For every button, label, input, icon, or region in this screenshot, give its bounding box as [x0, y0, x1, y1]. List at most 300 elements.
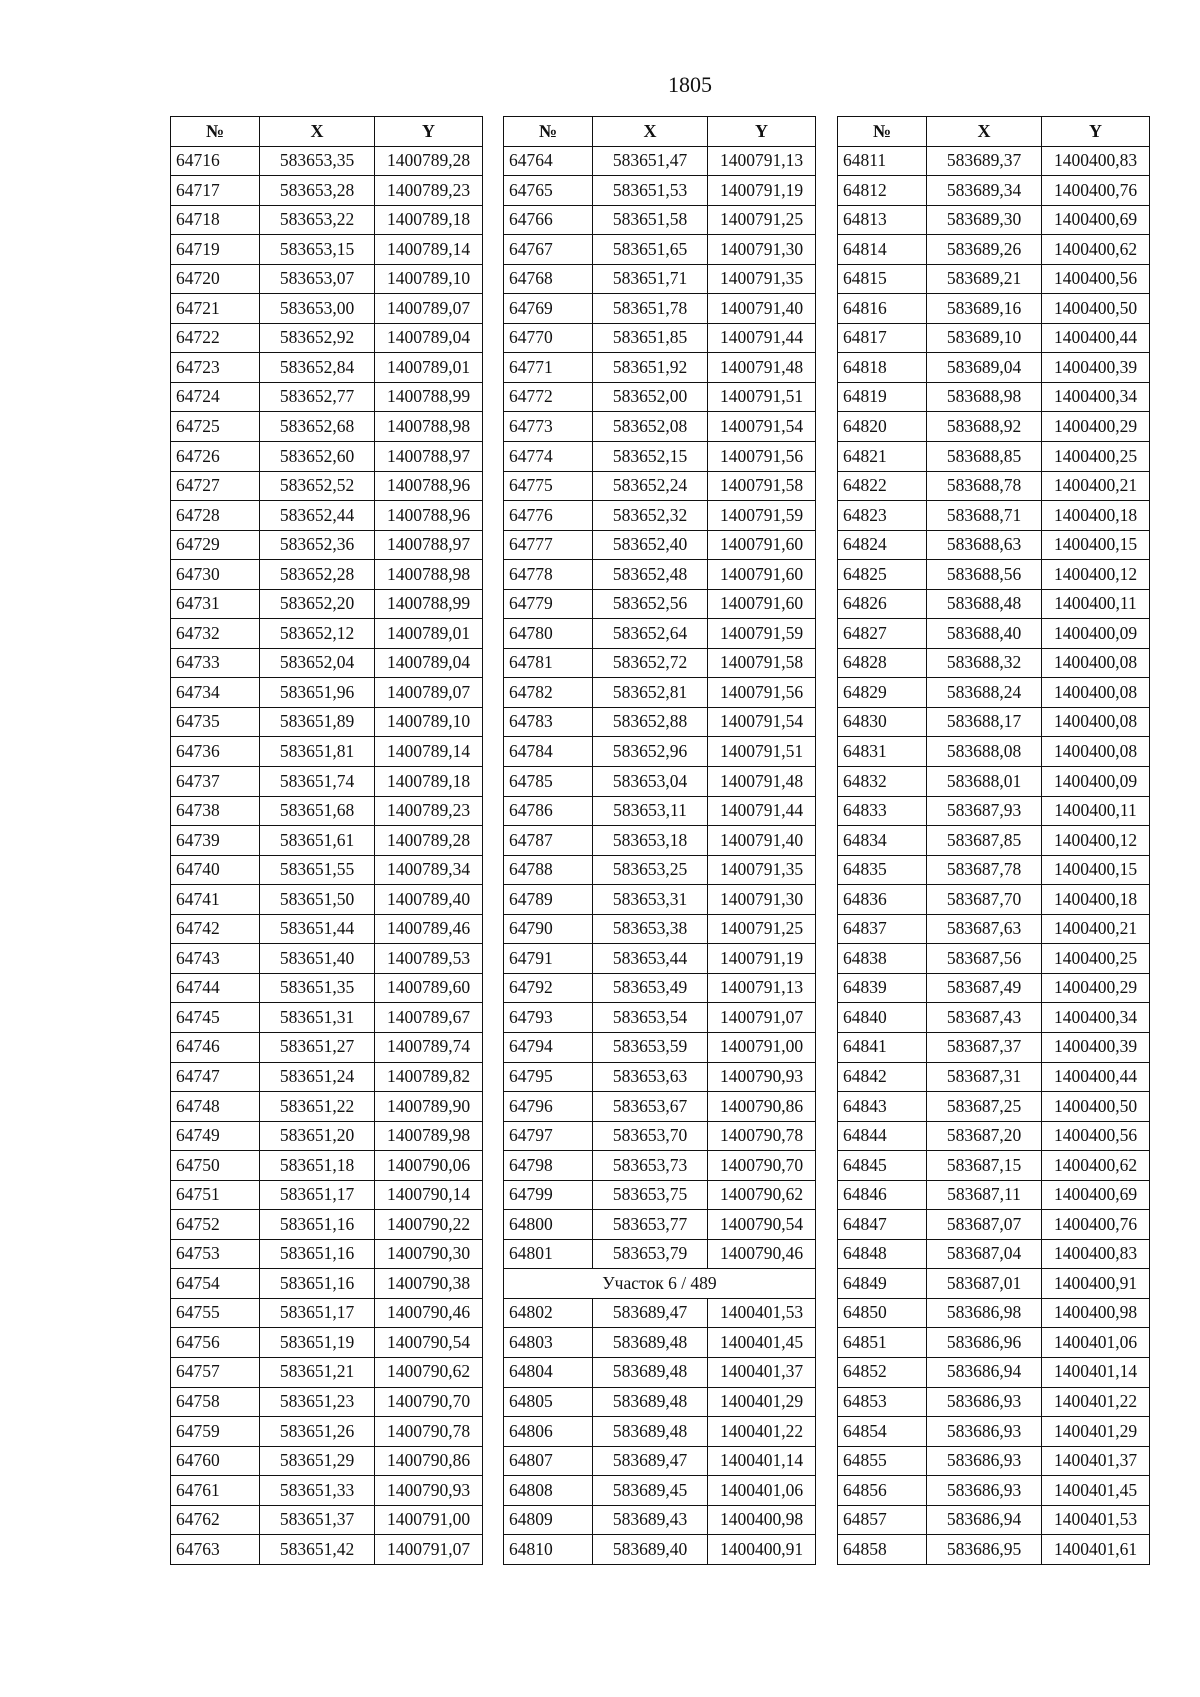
table-header-row [171, 117, 483, 147]
table-row [171, 1446, 483, 1476]
y-coordinate-cell: 1400400,12 [1042, 560, 1150, 590]
y-coordinate-cell: 1400400,25 [1042, 944, 1150, 974]
table-row [171, 1476, 483, 1506]
point-number-cell: 64843 [838, 1092, 927, 1122]
point-number-cell: 64794 [504, 1032, 593, 1062]
point-number-cell: 64722 [171, 323, 260, 353]
x-coordinate-cell: 583687,20 [927, 1121, 1042, 1151]
point-number-cell: 64747 [171, 1062, 260, 1092]
point-number-cell: 64813 [838, 205, 927, 235]
table-row [504, 1180, 816, 1210]
table-header-row [838, 117, 1150, 147]
y-coordinate-cell: 1400788,97 [375, 530, 483, 560]
point-number-cell: 64749 [171, 1121, 260, 1151]
y-coordinate-cell: 1400790,93 [375, 1476, 483, 1506]
table-row [504, 501, 816, 531]
x-coordinate-cell: 583653,49 [593, 973, 708, 1003]
y-coordinate-cell: 1400790,54 [708, 1210, 816, 1240]
point-number-cell: 64833 [838, 796, 927, 826]
point-number-cell: 64744 [171, 973, 260, 1003]
header-number: № [504, 117, 593, 147]
table-row [838, 1298, 1150, 1328]
table-row [171, 1328, 483, 1358]
y-coordinate-cell: 1400789,67 [375, 1003, 483, 1033]
table-row [504, 442, 816, 472]
x-coordinate-cell: 583652,04 [260, 648, 375, 678]
table-row [838, 1357, 1150, 1387]
point-number-cell: 64726 [171, 442, 260, 472]
x-coordinate-cell: 583652,24 [593, 471, 708, 501]
x-coordinate-cell: 583686,95 [927, 1535, 1042, 1565]
table-row [171, 619, 483, 649]
y-coordinate-cell: 1400400,18 [1042, 501, 1150, 531]
point-number-cell: 64793 [504, 1003, 593, 1033]
y-coordinate-cell: 1400791,44 [708, 796, 816, 826]
table-row [838, 294, 1150, 324]
y-coordinate-cell: 1400789,40 [375, 885, 483, 915]
point-number-cell: 64733 [171, 648, 260, 678]
y-coordinate-cell: 1400791,30 [708, 885, 816, 915]
table-row [504, 1121, 816, 1151]
y-coordinate-cell: 1400791,59 [708, 619, 816, 649]
y-coordinate-cell: 1400790,62 [375, 1357, 483, 1387]
point-number-cell: 64754 [171, 1269, 260, 1299]
x-coordinate-cell: 583686,94 [927, 1357, 1042, 1387]
y-coordinate-cell: 1400791,30 [708, 235, 816, 265]
y-coordinate-cell: 1400789,14 [375, 235, 483, 265]
table-row [171, 323, 483, 353]
y-coordinate-cell: 1400790,70 [375, 1387, 483, 1417]
table-row [838, 264, 1150, 294]
y-coordinate-cell: 1400400,08 [1042, 678, 1150, 708]
x-coordinate-cell: 583689,47 [593, 1298, 708, 1328]
x-coordinate-cell: 583653,11 [593, 796, 708, 826]
table-row [838, 737, 1150, 767]
point-number-cell: 64789 [504, 885, 593, 915]
y-coordinate-cell: 1400790,62 [708, 1180, 816, 1210]
y-coordinate-cell: 1400789,34 [375, 855, 483, 885]
x-coordinate-cell: 583651,21 [260, 1357, 375, 1387]
point-number-cell: 64791 [504, 944, 593, 974]
table-row [504, 1535, 816, 1565]
y-coordinate-cell: 1400400,15 [1042, 530, 1150, 560]
point-number-cell: 64819 [838, 382, 927, 412]
y-coordinate-cell: 1400791,48 [708, 767, 816, 797]
table-row [171, 885, 483, 915]
point-number-cell: 64730 [171, 560, 260, 590]
y-coordinate-cell: 1400789,53 [375, 944, 483, 974]
table-row [171, 796, 483, 826]
table-row [838, 826, 1150, 856]
x-coordinate-cell: 583652,15 [593, 442, 708, 472]
x-coordinate-cell: 583651,68 [260, 796, 375, 826]
point-number-cell: 64799 [504, 1180, 593, 1210]
point-number-cell: 64718 [171, 205, 260, 235]
point-number-cell: 64763 [171, 1535, 260, 1565]
x-coordinate-cell: 583651,85 [593, 323, 708, 353]
table-row [171, 1032, 483, 1062]
table-row [838, 1062, 1150, 1092]
table-row [838, 973, 1150, 1003]
y-coordinate-cell: 1400791,48 [708, 353, 816, 383]
y-coordinate-cell: 1400400,21 [1042, 471, 1150, 501]
y-coordinate-cell: 1400791,35 [708, 264, 816, 294]
x-coordinate-cell: 583689,40 [593, 1535, 708, 1565]
y-coordinate-cell: 1400400,98 [708, 1505, 816, 1535]
table-row [171, 855, 483, 885]
x-coordinate-cell: 583652,36 [260, 530, 375, 560]
table-row [171, 1210, 483, 1240]
point-number-cell: 64768 [504, 264, 593, 294]
x-coordinate-cell: 583687,04 [927, 1239, 1042, 1269]
point-number-cell: 64792 [504, 973, 593, 1003]
header-x: X [927, 117, 1042, 147]
point-number-cell: 64846 [838, 1180, 927, 1210]
table-row [504, 382, 816, 412]
point-number-cell: 64855 [838, 1446, 927, 1476]
x-coordinate-cell: 583689,21 [927, 264, 1042, 294]
table-row [504, 294, 816, 324]
point-number-cell: 64776 [504, 501, 593, 531]
x-coordinate-cell: 583653,00 [260, 294, 375, 324]
table-row [171, 1003, 483, 1033]
table-row [504, 796, 816, 826]
y-coordinate-cell: 1400791,25 [708, 205, 816, 235]
table-row [838, 176, 1150, 206]
point-number-cell: 64760 [171, 1446, 260, 1476]
x-coordinate-cell: 583651,74 [260, 767, 375, 797]
y-coordinate-cell: 1400401,45 [708, 1328, 816, 1358]
x-coordinate-cell: 583686,96 [927, 1328, 1042, 1358]
x-coordinate-cell: 583686,93 [927, 1387, 1042, 1417]
y-coordinate-cell: 1400791,54 [708, 412, 816, 442]
x-coordinate-cell: 583688,92 [927, 412, 1042, 442]
table-row [838, 412, 1150, 442]
y-coordinate-cell: 1400400,44 [1042, 1062, 1150, 1092]
point-number-cell: 64829 [838, 678, 927, 708]
point-number-cell: 64737 [171, 767, 260, 797]
table-row [504, 944, 816, 974]
point-number-cell: 64764 [504, 146, 593, 176]
y-coordinate-cell: 1400791,58 [708, 648, 816, 678]
point-number-cell: 64798 [504, 1151, 593, 1181]
y-coordinate-cell: 1400400,25 [1042, 442, 1150, 472]
y-coordinate-cell: 1400790,46 [375, 1298, 483, 1328]
table-row [504, 176, 816, 206]
point-number-cell: 64779 [504, 589, 593, 619]
table-row [171, 294, 483, 324]
y-coordinate-cell: 1400400,29 [1042, 412, 1150, 442]
x-coordinate-cell: 583651,44 [260, 914, 375, 944]
y-coordinate-cell: 1400791,00 [375, 1505, 483, 1535]
x-coordinate-cell: 583652,72 [593, 648, 708, 678]
x-coordinate-cell: 583651,81 [260, 737, 375, 767]
table-row [171, 914, 483, 944]
point-number-cell: 64742 [171, 914, 260, 944]
x-coordinate-cell: 583652,44 [260, 501, 375, 531]
table-row [504, 353, 816, 383]
x-coordinate-cell: 583653,07 [260, 264, 375, 294]
point-number-cell: 64817 [838, 323, 927, 353]
table-row [838, 1092, 1150, 1122]
point-number-cell: 64762 [171, 1505, 260, 1535]
table-row [838, 885, 1150, 915]
x-coordinate-cell: 583688,40 [927, 619, 1042, 649]
y-coordinate-cell: 1400401,53 [708, 1298, 816, 1328]
x-coordinate-cell: 583687,63 [927, 914, 1042, 944]
y-coordinate-cell: 1400790,86 [375, 1446, 483, 1476]
x-coordinate-cell: 583651,16 [260, 1239, 375, 1269]
point-number-cell: 64729 [171, 530, 260, 560]
point-number-cell: 64836 [838, 885, 927, 915]
y-coordinate-cell: 1400400,76 [1042, 1210, 1150, 1240]
y-coordinate-cell: 1400791,19 [708, 176, 816, 206]
point-number-cell: 64812 [838, 176, 927, 206]
header-number: № [838, 117, 927, 147]
point-number-cell: 64738 [171, 796, 260, 826]
x-coordinate-cell: 583651,37 [260, 1505, 375, 1535]
table-row [838, 678, 1150, 708]
coordinate-table-1 [170, 116, 483, 1565]
header-y: Y [708, 117, 816, 147]
table-row [504, 914, 816, 944]
table-row [838, 648, 1150, 678]
point-number-cell: 64735 [171, 707, 260, 737]
y-coordinate-cell: 1400790,22 [375, 1210, 483, 1240]
x-coordinate-cell: 583653,31 [593, 885, 708, 915]
table-row [171, 1298, 483, 1328]
y-coordinate-cell: 1400791,40 [708, 826, 816, 856]
y-coordinate-cell: 1400790,38 [375, 1269, 483, 1299]
table-row [504, 826, 816, 856]
x-coordinate-cell: 583653,75 [593, 1180, 708, 1210]
x-coordinate-cell: 583653,22 [260, 205, 375, 235]
y-coordinate-cell: 1400400,50 [1042, 1092, 1150, 1122]
table-row [838, 442, 1150, 472]
x-coordinate-cell: 583653,59 [593, 1032, 708, 1062]
y-coordinate-cell: 1400400,11 [1042, 796, 1150, 826]
point-number-cell: 64807 [504, 1446, 593, 1476]
table-row [504, 767, 816, 797]
x-coordinate-cell: 583688,85 [927, 442, 1042, 472]
table-row [838, 944, 1150, 974]
y-coordinate-cell: 1400400,91 [1042, 1269, 1150, 1299]
table-row [838, 1446, 1150, 1476]
x-coordinate-cell: 583689,16 [927, 294, 1042, 324]
x-coordinate-cell: 583686,93 [927, 1446, 1042, 1476]
point-number-cell: 64769 [504, 294, 593, 324]
y-coordinate-cell: 1400791,40 [708, 294, 816, 324]
y-coordinate-cell: 1400789,14 [375, 737, 483, 767]
x-coordinate-cell: 583686,98 [927, 1298, 1042, 1328]
y-coordinate-cell: 1400400,69 [1042, 1180, 1150, 1210]
table-row [171, 1092, 483, 1122]
table-row [504, 619, 816, 649]
y-coordinate-cell: 1400791,60 [708, 589, 816, 619]
table-row [838, 323, 1150, 353]
x-coordinate-cell: 583687,37 [927, 1032, 1042, 1062]
y-coordinate-cell: 1400791,56 [708, 678, 816, 708]
y-coordinate-cell: 1400789,01 [375, 619, 483, 649]
table-row [171, 944, 483, 974]
x-coordinate-cell: 583653,77 [593, 1210, 708, 1240]
table-row [171, 1387, 483, 1417]
point-number-cell: 64731 [171, 589, 260, 619]
section-label: Участок 6 / 489 [504, 1269, 816, 1299]
point-number-cell: 64761 [171, 1476, 260, 1506]
x-coordinate-cell: 583652,68 [260, 412, 375, 442]
x-coordinate-cell: 583652,28 [260, 560, 375, 590]
table-row [504, 235, 816, 265]
point-number-cell: 64844 [838, 1121, 927, 1151]
point-number-cell: 64765 [504, 176, 593, 206]
y-coordinate-cell: 1400789,28 [375, 146, 483, 176]
y-coordinate-cell: 1400791,51 [708, 737, 816, 767]
point-number-cell: 64720 [171, 264, 260, 294]
point-number-cell: 64717 [171, 176, 260, 206]
table-row [838, 767, 1150, 797]
point-number-cell: 64856 [838, 1476, 927, 1506]
y-coordinate-cell: 1400400,69 [1042, 205, 1150, 235]
point-number-cell: 64785 [504, 767, 593, 797]
y-coordinate-cell: 1400400,91 [708, 1535, 816, 1565]
table-row [504, 205, 816, 235]
header-x: X [260, 117, 375, 147]
x-coordinate-cell: 583689,45 [593, 1476, 708, 1506]
table-row [504, 560, 816, 590]
x-coordinate-cell: 583651,19 [260, 1328, 375, 1358]
x-coordinate-cell: 583652,48 [593, 560, 708, 590]
point-number-cell: 64830 [838, 707, 927, 737]
table-row [504, 1239, 816, 1269]
table-row [838, 382, 1150, 412]
x-coordinate-cell: 583651,24 [260, 1062, 375, 1092]
y-coordinate-cell: 1400791,59 [708, 501, 816, 531]
table-row [838, 589, 1150, 619]
y-coordinate-cell: 1400791,58 [708, 471, 816, 501]
x-coordinate-cell: 583652,00 [593, 382, 708, 412]
x-coordinate-cell: 583687,01 [927, 1269, 1042, 1299]
table-row [171, 412, 483, 442]
y-coordinate-cell: 1400789,23 [375, 176, 483, 206]
header-x: X [593, 117, 708, 147]
point-number-cell: 64756 [171, 1328, 260, 1358]
x-coordinate-cell: 583689,48 [593, 1328, 708, 1358]
point-number-cell: 64814 [838, 235, 927, 265]
point-number-cell: 64787 [504, 826, 593, 856]
point-number-cell: 64759 [171, 1417, 260, 1447]
point-number-cell: 64775 [504, 471, 593, 501]
y-coordinate-cell: 1400401,61 [1042, 1535, 1150, 1565]
x-coordinate-cell: 583687,25 [927, 1092, 1042, 1122]
table-row [504, 1062, 816, 1092]
x-coordinate-cell: 583651,47 [593, 146, 708, 176]
table-row [171, 1535, 483, 1565]
point-number-cell: 64854 [838, 1417, 927, 1447]
coordinate-table-2 [503, 116, 816, 1565]
point-number-cell: 64771 [504, 353, 593, 383]
y-coordinate-cell: 1400400,08 [1042, 737, 1150, 767]
y-coordinate-cell: 1400400,98 [1042, 1298, 1150, 1328]
table-row [171, 442, 483, 472]
point-number-cell: 64732 [171, 619, 260, 649]
point-number-cell: 64853 [838, 1387, 927, 1417]
point-number-cell: 64748 [171, 1092, 260, 1122]
table-row [171, 1062, 483, 1092]
y-coordinate-cell: 1400791,13 [708, 973, 816, 1003]
point-number-cell: 64823 [838, 501, 927, 531]
y-coordinate-cell: 1400790,93 [708, 1062, 816, 1092]
x-coordinate-cell: 583687,43 [927, 1003, 1042, 1033]
table-row [504, 471, 816, 501]
y-coordinate-cell: 1400401,14 [1042, 1357, 1150, 1387]
table-row [504, 973, 816, 1003]
table-row [171, 560, 483, 590]
x-coordinate-cell: 583652,56 [593, 589, 708, 619]
x-coordinate-cell: 583688,78 [927, 471, 1042, 501]
table-row [171, 1357, 483, 1387]
y-coordinate-cell: 1400401,06 [1042, 1328, 1150, 1358]
point-number-cell: 64777 [504, 530, 593, 560]
point-number-cell: 64841 [838, 1032, 927, 1062]
point-number-cell: 64719 [171, 235, 260, 265]
x-coordinate-cell: 583689,30 [927, 205, 1042, 235]
table-row [171, 678, 483, 708]
x-coordinate-cell: 583689,26 [927, 235, 1042, 265]
y-coordinate-cell: 1400790,06 [375, 1151, 483, 1181]
table-row [504, 1003, 816, 1033]
x-coordinate-cell: 583686,94 [927, 1505, 1042, 1535]
x-coordinate-cell: 583651,89 [260, 707, 375, 737]
x-coordinate-cell: 583651,22 [260, 1092, 375, 1122]
x-coordinate-cell: 583688,17 [927, 707, 1042, 737]
table-row [504, 707, 816, 737]
point-number-cell: 64822 [838, 471, 927, 501]
table-row [171, 382, 483, 412]
x-coordinate-cell: 583653,25 [593, 855, 708, 885]
point-number-cell: 64767 [504, 235, 593, 265]
y-coordinate-cell: 1400791,07 [708, 1003, 816, 1033]
header-number: № [171, 117, 260, 147]
y-coordinate-cell: 1400789,01 [375, 353, 483, 383]
point-number-cell: 64831 [838, 737, 927, 767]
x-coordinate-cell: 583689,37 [927, 146, 1042, 176]
y-coordinate-cell: 1400788,98 [375, 560, 483, 590]
y-coordinate-cell: 1400789,28 [375, 826, 483, 856]
x-coordinate-cell: 583687,07 [927, 1210, 1042, 1240]
x-coordinate-cell: 583653,54 [593, 1003, 708, 1033]
point-number-cell: 64788 [504, 855, 593, 885]
table-row [838, 914, 1150, 944]
y-coordinate-cell: 1400788,99 [375, 382, 483, 412]
y-coordinate-cell: 1400400,39 [1042, 1032, 1150, 1062]
table-row [504, 1505, 816, 1535]
table-row [504, 323, 816, 353]
y-coordinate-cell: 1400788,99 [375, 589, 483, 619]
point-number-cell: 64800 [504, 1210, 593, 1240]
table-row [504, 737, 816, 767]
point-number-cell: 64847 [838, 1210, 927, 1240]
x-coordinate-cell: 583651,31 [260, 1003, 375, 1033]
x-coordinate-cell: 583651,96 [260, 678, 375, 708]
y-coordinate-cell: 1400400,83 [1042, 146, 1150, 176]
x-coordinate-cell: 583651,92 [593, 353, 708, 383]
table-row [838, 1476, 1150, 1506]
point-number-cell: 64772 [504, 382, 593, 412]
x-coordinate-cell: 583689,48 [593, 1387, 708, 1417]
x-coordinate-cell: 583653,28 [260, 176, 375, 206]
point-number-cell: 64852 [838, 1357, 927, 1387]
